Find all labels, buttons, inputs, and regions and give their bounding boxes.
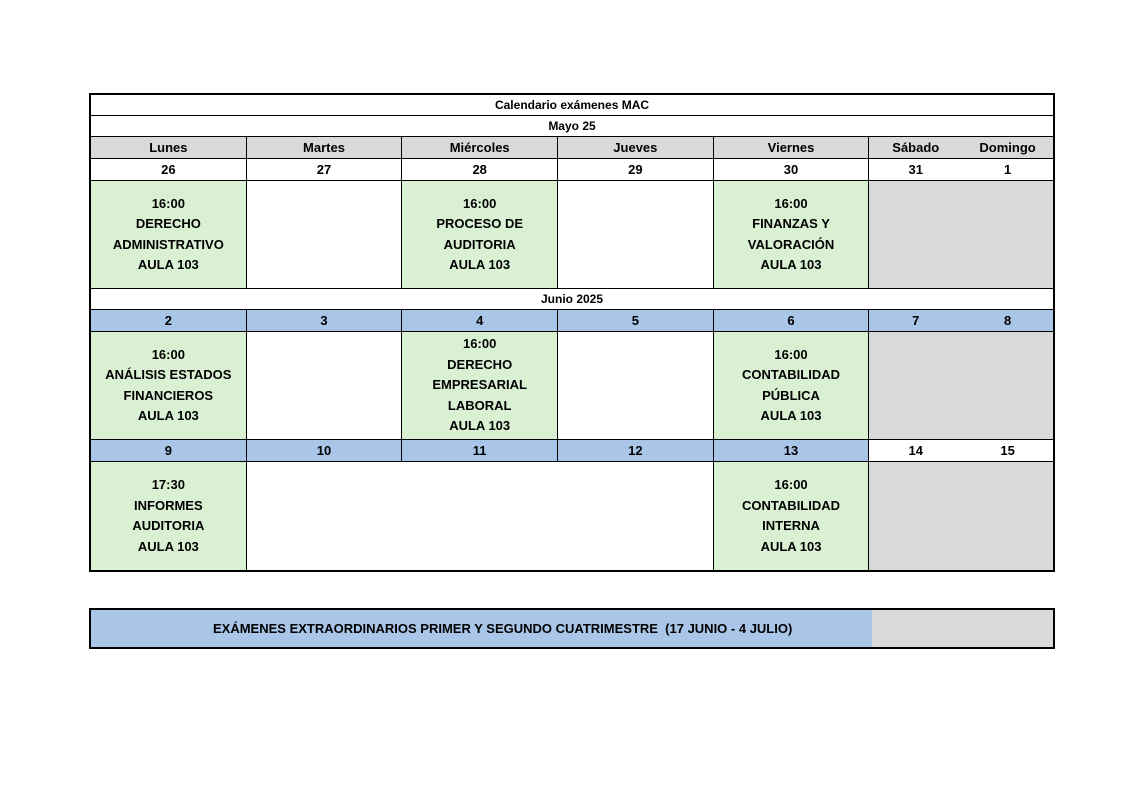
- week2-exam-row: [91, 332, 1053, 440]
- date-cell: 13: [714, 440, 870, 461]
- exam-cell: [714, 181, 870, 288]
- exam-room: AULA 103: [760, 408, 822, 423]
- week1-exam-row: [91, 181, 1053, 289]
- date-cell: 2: [91, 310, 247, 331]
- exam-subject: DERECHO: [447, 356, 513, 372]
- month-row-may: [91, 116, 1053, 137]
- date-cell: 26: [91, 159, 247, 180]
- date-cell: 11: [402, 440, 558, 461]
- exam-subject: AUDITORIA: [132, 518, 205, 533]
- weekday-saturday: Sábado: [869, 137, 962, 158]
- exam-cell: [402, 332, 558, 439]
- date-cell: 7: [869, 310, 962, 331]
- weekday-sunday: Domingo: [962, 137, 1053, 158]
- exam-time: 17:30: [151, 477, 185, 492]
- exam-time: 16:00: [151, 195, 185, 211]
- exam-time: 16:00: [151, 346, 185, 362]
- exam-cell: [714, 332, 870, 439]
- week2-date-row: [91, 310, 1053, 332]
- exam-time: 16:00: [463, 195, 497, 211]
- week3-date-row: [91, 440, 1053, 462]
- empty-day-cell: [558, 181, 714, 288]
- exam-room: AULA 103: [137, 257, 199, 272]
- weekend-block: [869, 181, 1053, 288]
- exam-subject: CONTABILIDAD: [742, 367, 841, 382]
- exam-cell: [91, 462, 247, 570]
- weekday-wednesday: Miércoles: [402, 137, 558, 158]
- date-cell: 4: [402, 310, 558, 331]
- date-cell: 8: [962, 310, 1053, 331]
- exam-subject: FINANZAS Y: [752, 216, 830, 231]
- weekday-tuesday: Martes: [247, 137, 403, 158]
- exam-subject: ANÁLISIS ESTADOS: [105, 367, 232, 382]
- date-cell: 1: [1003, 162, 1012, 177]
- exam-subject: PROCESO DE: [436, 216, 524, 231]
- date-cell: 5: [558, 310, 714, 331]
- exam-subject: DERECHO: [135, 216, 201, 231]
- exam-time: 16:00: [774, 477, 808, 492]
- date-cell: 10: [247, 440, 403, 461]
- weekday-thursday: Jueves: [558, 137, 714, 158]
- week1-date-row: [91, 159, 1053, 181]
- exam-subject: CONTABILIDAD: [742, 497, 841, 513]
- calendar-title-row: [91, 95, 1053, 116]
- exam-subject: EMPRESARIAL LABORAL: [432, 377, 527, 413]
- weekday-header-row: [91, 137, 1053, 159]
- month-label-may: Mayo 25: [548, 119, 596, 133]
- month-label-june: Junio 2025: [540, 292, 604, 306]
- date-cell: 27: [247, 159, 403, 180]
- exam-time: 16:00: [774, 346, 808, 362]
- date-cell: 12: [558, 440, 714, 461]
- date-cell: 15: [962, 440, 1053, 461]
- exam-cell: [91, 332, 247, 439]
- exam-room: AULA 103: [137, 408, 199, 423]
- date-cell: 14: [869, 440, 962, 461]
- empty-days-block: [247, 462, 714, 570]
- exam-subject: PÚBLICA: [762, 387, 820, 403]
- exam-time: 16:00: [774, 195, 808, 211]
- extraordinary-exams-label: [91, 610, 872, 647]
- exam-subject: INFORMES: [134, 497, 203, 513]
- week3-exam-row: [91, 462, 1053, 570]
- date-cell: 30: [714, 159, 870, 180]
- weekday-monday: Lunes: [91, 137, 247, 158]
- date-cell: 3: [247, 310, 403, 331]
- exam-time: 16:00: [463, 336, 497, 352]
- exam-subject: AUDITORIA: [443, 236, 516, 252]
- date-cell: 28: [402, 159, 558, 180]
- date-cell: 31: [908, 162, 923, 177]
- banner-grey-block: [872, 610, 1053, 647]
- calendar-title: Calendario exámenes MAC: [494, 98, 650, 112]
- date-cell: 9: [91, 440, 247, 461]
- month-row-june: [91, 289, 1053, 310]
- exam-calendar: [89, 93, 1055, 572]
- extraordinary-exams-banner: [89, 608, 1055, 649]
- weekday-friday: Viernes: [714, 137, 870, 158]
- exam-subject: FINANCIEROS: [123, 387, 214, 403]
- exam-room: AULA 103: [137, 538, 199, 554]
- exam-cell: [91, 181, 247, 288]
- exam-subject: ADMINISTRATIVO: [112, 236, 224, 252]
- empty-day-cell: [558, 332, 714, 439]
- weekend-block: [869, 332, 1053, 439]
- empty-day-cell: [247, 332, 403, 439]
- exam-subject: VALORACIÓN: [747, 236, 835, 252]
- date-cell: 29: [558, 159, 714, 180]
- empty-day-cell: [247, 181, 403, 288]
- exam-room: AULA 103: [449, 418, 511, 434]
- date-cell: 6: [714, 310, 870, 331]
- weekend-block: [869, 462, 1053, 570]
- extraordinary-exams-text: EXÁMENES EXTRAORDINARIOS PRIMER Y SEGUNDO CUATRIMESTRE (17 JUNIO - 4 JULIO): [213, 621, 793, 636]
- exam-room: AULA 103: [449, 257, 511, 272]
- exam-room: AULA 103: [760, 257, 822, 272]
- exam-subject: INTERNA: [762, 518, 820, 533]
- exam-cell: [402, 181, 558, 288]
- exam-cell: [714, 462, 870, 570]
- exam-room: AULA 103: [760, 538, 822, 554]
